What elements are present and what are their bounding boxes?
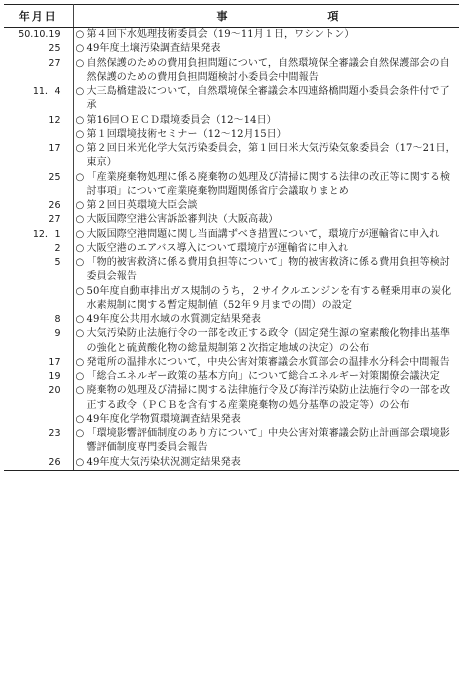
event-item: ○ 「物的被害救済に係る費用負担等について」物的被害救済に係る費用負担等検討委員会報告 [76, 256, 458, 285]
table-row [4, 256, 459, 313]
row-date: 8 [54, 314, 61, 325]
event-item: ○ 49年度大気汚染状況測定結果発表 [76, 456, 458, 470]
row-date-cell [4, 427, 73, 456]
row-event-cell [73, 213, 459, 227]
row-date-cell [4, 356, 73, 370]
table-row [4, 242, 459, 256]
table-header-row [4, 5, 459, 28]
row-date: 25 [48, 171, 61, 183]
table-row [4, 228, 459, 242]
row-date-cell [4, 242, 73, 256]
event-item: ○ 第16回ＯＥＣＤ環境委員会（12～14日） [76, 114, 458, 128]
header-event-char-1: 事 [216, 10, 228, 23]
row-date: 12．1 [32, 228, 61, 240]
row-date: 17 [48, 143, 61, 154]
table-row [4, 213, 459, 227]
row-event-cell [73, 256, 459, 313]
row-event-cell [73, 85, 459, 114]
row-date-cell [4, 256, 73, 313]
row-date-cell [4, 327, 73, 356]
row-event-cell [73, 313, 459, 327]
row-date-cell [4, 171, 73, 200]
event-item: ○ 廃棄物の処理及び清掃に関する法律施行令及び海洋汚染防止法施行令の一部を改正する政令（ＰＣＢを含有する産業廃棄物の処分基準の設定等）の公布 [76, 384, 458, 413]
row-event-cell [73, 28, 459, 43]
row-date-cell [4, 228, 73, 242]
row-date-cell [4, 42, 73, 56]
row-event-cell [73, 327, 459, 356]
row-date: 27 [48, 57, 61, 69]
row-date: 26 [48, 200, 61, 211]
table-row [4, 384, 459, 427]
table-row [4, 85, 459, 114]
event-item: ○ 「総合エネルギー政策の基本方向」について総合エネルギー対策閣僚会議決定 [76, 370, 458, 384]
event-item: ○ 49年度土壌汚染調査結果発表 [76, 42, 458, 56]
event-item: ○ 発電所の温排水について，中央公害対策審議会水質部会の温排水分科会中間報告 [76, 356, 458, 370]
header-date: 年月日 [4, 5, 73, 28]
row-date: 5 [54, 257, 61, 268]
row-date: 50.10.19 [18, 29, 61, 40]
row-event-cell [73, 242, 459, 256]
row-date-cell [4, 213, 73, 227]
event-item: ○ 大阪国際空港公害訴訟審判決（大阪高裁） [76, 213, 458, 227]
row-date: 27 [48, 214, 61, 226]
event-item: ○ 「環境影響評価制度のあり方について」中央公害対策審議会防止計画部会環境影響評価制度専門委員会報告 [76, 427, 458, 456]
row-event-cell [73, 356, 459, 370]
table-row [4, 327, 459, 356]
row-event-cell [73, 427, 459, 456]
event-item: ○ 「産業廃棄物処理に係る廃棄物の処理及び清掃に関する法律の改正等に関する検討事項」について産業廃棄物問題関係省庁会議取りまとめ [76, 171, 458, 200]
row-date-cell [4, 384, 73, 427]
event-item: ○ 自然保護のための費用負担問題について，自然環境保全審議会自然保護部会の自然保護のための費用負担問題検討小委員会中間報告 [76, 57, 458, 86]
row-date: 12 [48, 114, 61, 126]
row-date-cell [4, 142, 73, 171]
event-item: ○ 49年度化学物質環境調査結果発表 [76, 413, 458, 427]
event-item: ○ 大阪国際空港問題に関し当面講ずべき措置について，環境庁が運輸省に申入れ [76, 228, 458, 242]
table-row [4, 28, 459, 43]
table-row [4, 456, 459, 471]
table-row [4, 142, 459, 171]
row-date-cell [4, 85, 73, 114]
table-row [4, 114, 459, 143]
table-row [4, 370, 459, 384]
event-item: ○ 大気汚染防止法施行令の一部を改正する政令（固定発生源の窒素酸化物排出基準の強化と硫黄酸化物の総量規制第２次指定地域の決定）の公布 [76, 327, 458, 356]
event-item: ○ 大三島橋建設について，自然環境保全審議会本四連絡橋問題小委員会条件付で了承 [76, 85, 458, 114]
row-event-cell [73, 199, 459, 213]
row-date-cell [4, 28, 73, 43]
event-item: ○ 第２回日英環境大臣会談 [76, 199, 458, 213]
row-date: 23 [48, 428, 61, 439]
row-date: 25 [48, 43, 61, 55]
table-row [4, 57, 459, 86]
row-date: 19 [48, 371, 61, 382]
event-item: ○ 49年度公共用水域の水質測定結果発表 [76, 313, 458, 327]
row-date-cell [4, 370, 73, 384]
event-item: ○ 50年度自動車排出ガス規制のうち，２サイクルエンジンを有する軽乗用車の炭化水素規制に関する暫定規制値（52年９月までの間）の設定 [76, 285, 458, 314]
row-date: 11．4 [32, 86, 61, 97]
event-item: ○ 第１回環境技術セミナー（12～12月15日） [76, 128, 458, 142]
table-body [4, 28, 459, 471]
table-row [4, 356, 459, 370]
row-event-cell [73, 57, 459, 86]
row-date-cell [4, 199, 73, 213]
row-date-cell [4, 114, 73, 143]
row-event-cell [73, 456, 459, 471]
table-row [4, 171, 459, 200]
row-date: 9 [54, 328, 61, 340]
event-item: ○ 大阪空港のエアバス導入について環境庁が運輸省に申入れ [76, 242, 458, 256]
table-row [4, 199, 459, 213]
table-row [4, 313, 459, 327]
row-date: 17 [48, 356, 61, 368]
row-event-cell [73, 370, 459, 384]
header-event [73, 5, 459, 28]
row-date-cell [4, 313, 73, 327]
row-date-cell [4, 456, 73, 471]
chronology-table [4, 4, 459, 471]
row-date: 20 [48, 385, 61, 397]
row-date-cell [4, 57, 73, 86]
row-event-cell [73, 42, 459, 56]
row-date: 2 [54, 242, 61, 254]
row-event-cell [73, 142, 459, 171]
table-row [4, 42, 459, 56]
row-event-cell [73, 228, 459, 242]
row-event-cell [73, 384, 459, 427]
event-item: ○ 第２回日米光化学大気汚染委員会，第１回日米大気汚染気象委員会（17～21日，東京） [76, 142, 458, 171]
table-row [4, 427, 459, 456]
header-event-char-2: 項 [327, 10, 339, 23]
row-date: 26 [48, 456, 61, 468]
row-event-cell [73, 114, 459, 143]
row-event-cell [73, 171, 459, 200]
event-item: ○ 第４回下水処理技術委員会（19～11月１日，ワシントン） [76, 28, 458, 42]
